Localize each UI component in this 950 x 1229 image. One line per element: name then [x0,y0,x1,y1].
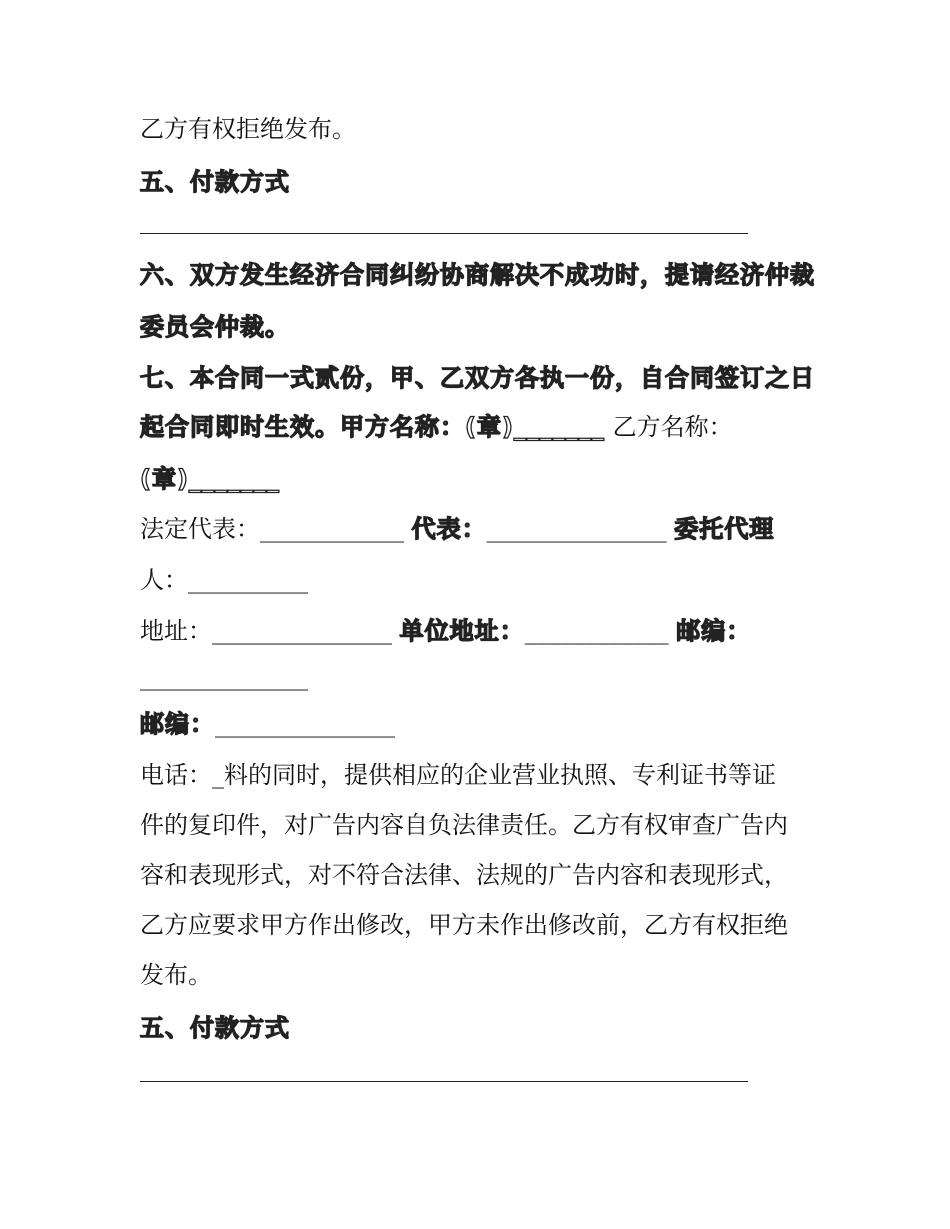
clause-6-line-2: 委员会仲裁。 [140,313,290,341]
legal-rep-blank: ____________ [260,515,404,543]
party-b-name-label: 乙方名称： [612,413,733,441]
fill-in-rule-2 [140,1081,748,1082]
address-line [140,614,751,648]
paragraph-line-2: 件的复印件，对广告内容自负法律责任。乙方有权审查广告内 [140,811,788,839]
postcode-label-1: 邮编： [676,617,752,645]
unit-address-label: 单位地址： [399,617,525,645]
heading-payment-method-2: 五、付款方式 [140,1014,290,1042]
representative-line [140,512,774,546]
heading-payment-method: 五、付款方式 [140,168,290,196]
party-b-seal-field: (章)_______ [140,465,280,493]
address-label: 地址： [140,617,212,645]
postcode-blank-1: ______________ [140,663,308,691]
postcode-blank-2: _______________ [215,710,395,738]
clause-6-line-1: 六、双方发生经济合同纠纷协商解决不成功时，提请经济仲裁 [140,261,815,289]
party-a-name-field: 起合同即时生效。甲方名称：(章)_______ [140,413,605,441]
paragraph-line-3: 容和表现形式，对不符合法律、法规的广告内容和表现形式， [140,861,788,889]
text-line-refuse-publish: 乙方有权拒绝发布。 [140,115,356,143]
document-page [140,0,830,1229]
rep-label: 代表： [411,515,487,543]
legal-rep-label: 法定代表： [140,515,260,543]
paragraph-line-5: 发布。 [140,961,212,989]
agent-label: 委托代理 [674,515,775,543]
address-blank: _______________ [212,617,392,645]
paragraph-line-4: 乙方应要求甲方作出修改，甲方未作出修改前，乙方有权拒绝 [140,911,788,939]
fill-in-rule [140,233,748,234]
postcode-line-2 [140,707,395,741]
rep-blank: _______________ [486,515,667,543]
clause-7-line-2 [140,410,733,444]
postcode-label-2: 邮编： [140,710,215,738]
agent-person-line: 人：__________ [140,566,308,594]
clause-7-line-1: 七、本合同一式贰份，甲、乙双方各执一份，自合同签订之日 [140,364,815,392]
unit-address-blank: ____________ [524,617,669,645]
phone-line: 电话：_料的同时，提供相应的企业营业执照、专利证书等证 [140,761,776,789]
